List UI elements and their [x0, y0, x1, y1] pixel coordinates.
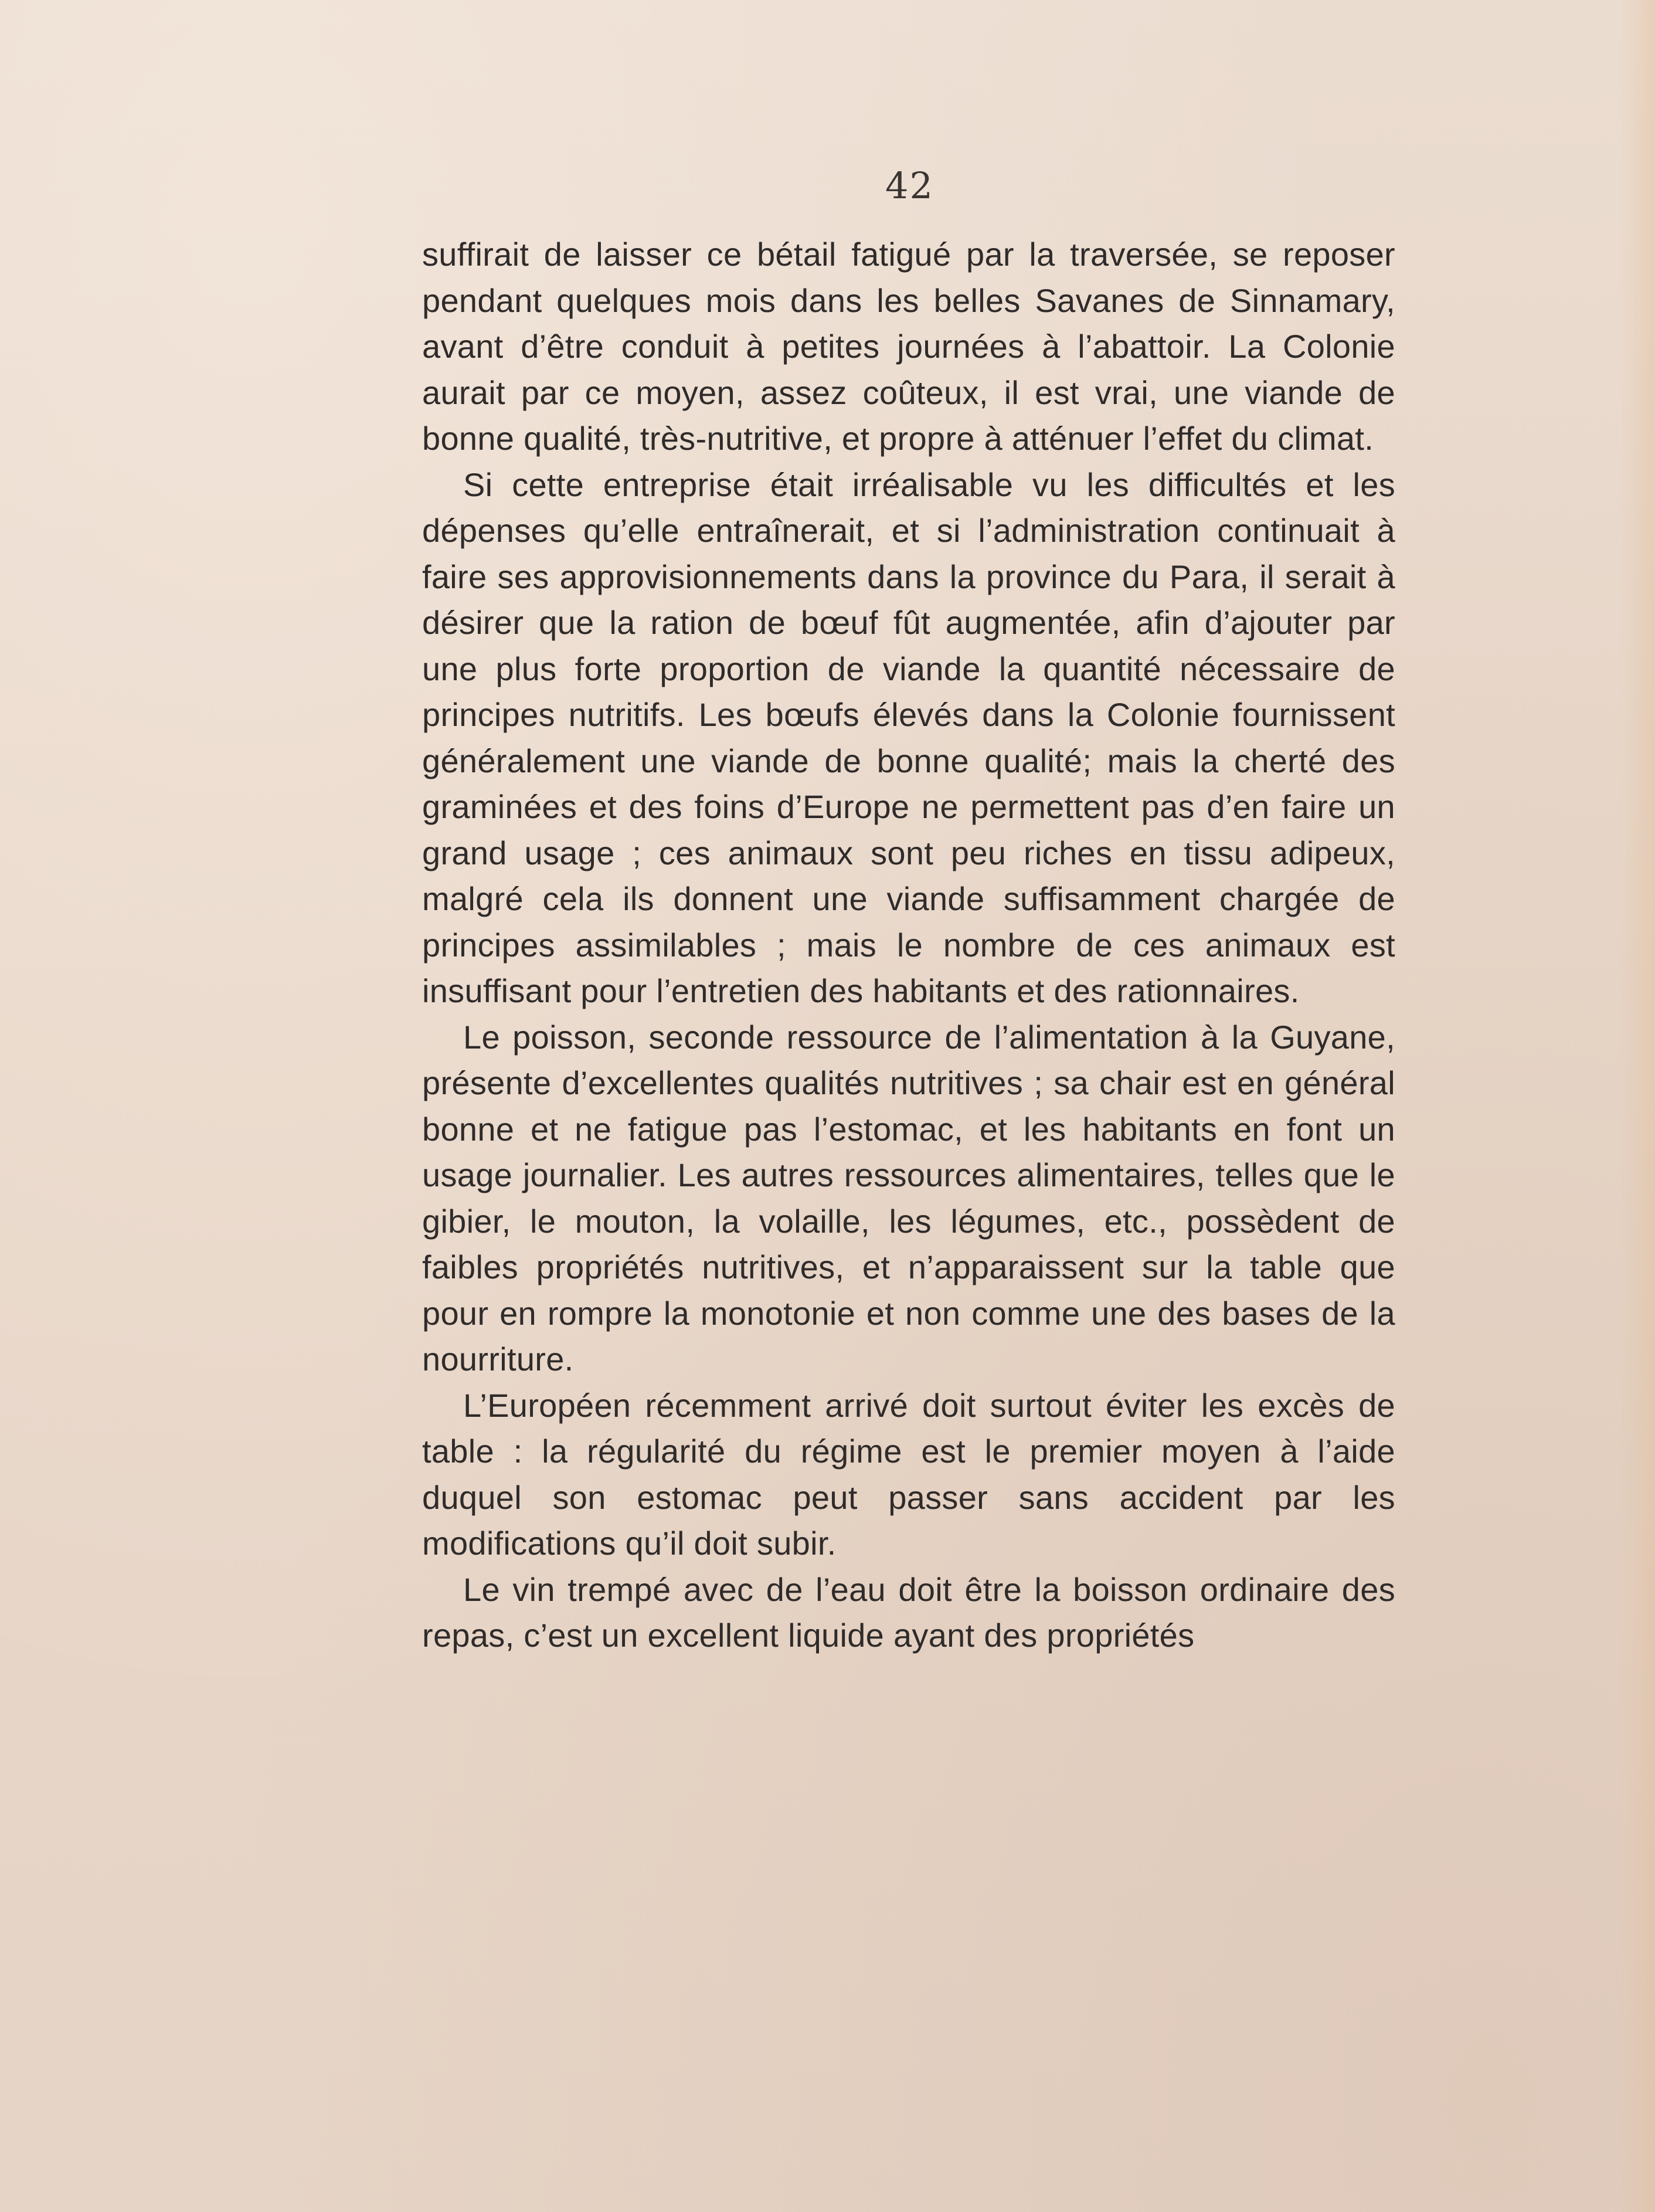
paragraph-4: L’Européen récemment arrivé doit surtout éviter les excès de table : la régularité du régime est le premier moyen à l’aide duquel son estomac peut passer sans accident par les modifications qu’il doit subir.: [422, 1386, 1395, 1562]
body-text: [422, 232, 1395, 1659]
paragraph-1: suffirait de laisser ce bétail fatigué par la traversée, se reposer pendant quelques mois dans les belles Savanes de Sinnamary, avant d’être conduit à petites journées à l’abattoir. La Colonie aurait par ce moyen, assez coûteux, il est vrai, une viande de bonne qualité, très-nutritive, et propre à atténuer l’effet du climat.: [422, 236, 1395, 457]
paragraph-5: Le vin trempé avec de l’eau doit être la boisson ordinaire des repas, c’est un excellent liquide ayant des propriétés: [422, 1570, 1395, 1654]
paragraph-2: Si cette entreprise était irréalisable vu les difficultés et les dépenses qu’elle entraînerait, et si l’administration continuait à faire ses approvisionnements dans la province du Para, il serait à désirer que la ration de bœuf fût augmentée, afin d’ajouter par une plus forte proportion de viande la quantité nécessaire de principes nutritifs. Les bœufs élevés dans la Colonie fournissent généralement une viande de bonne qualité; mais la cherté des graminées et des foins d’Europe ne permettent pas d’en faire un grand usage ; ces animaux sont peu riches en tissu adipeux, malgré cela ils donnent une viande suffisamment chargée de principes assimilables ; mais le nombre de ces animaux est insuffisant pour l’entretien des habitants et des rationnaires.: [422, 466, 1395, 1009]
page-edge-shading: [1620, 0, 1655, 2212]
page-number: 42: [885, 164, 934, 207]
paragraph-3: Le poisson, seconde ressource de l’alimentation à la Guyane, présente d’excellentes qualités nutritives ; sa chair est en général bonne et ne fatigue pas l’estomac, et les habitants en font un usage journalier. Les autres ressources alimentaires, telles que le gibier, le mouton, la volaille, les légumes, etc., possèdent de faibles propriétés nutritives, et n’apparaissent sur la table que pour en rompre la monotonie et non comme une des bases de la nourriture.: [422, 1018, 1395, 1378]
